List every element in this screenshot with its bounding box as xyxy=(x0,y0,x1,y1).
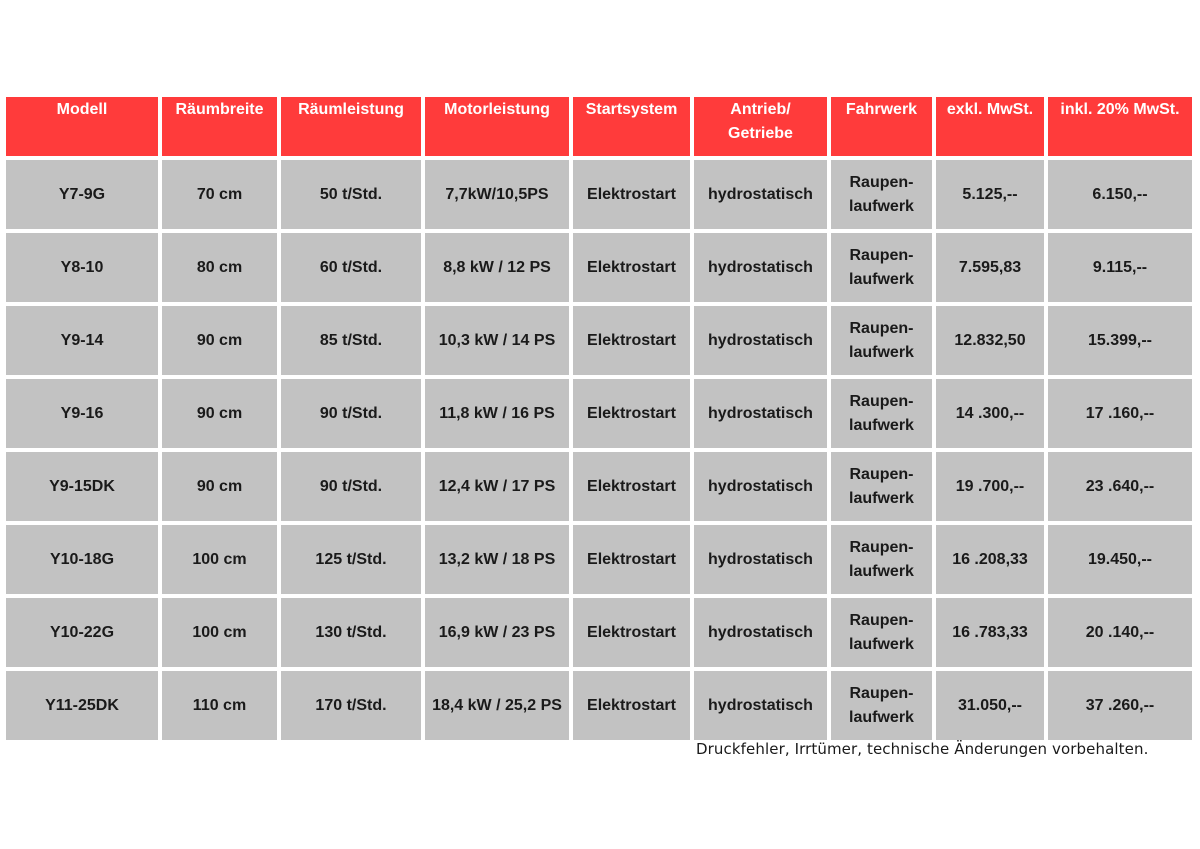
cell-col-exkl-mwst: 16 .208,33 xyxy=(936,525,1044,594)
cell-col-raeumbreite: 100 cm xyxy=(162,525,277,594)
cell-col-exkl-mwst: 19 .700,-- xyxy=(936,452,1044,521)
cell-col-inkl-mwst: 19.450,-- xyxy=(1048,525,1192,594)
cell-col-antrieb: hydrostatisch xyxy=(694,160,827,229)
header-col-motorleistung: Motorleistung xyxy=(425,97,569,156)
cell-col-exkl-mwst: 14 .300,-- xyxy=(936,379,1044,448)
cell-col-exkl-mwst: 16 .783,33 xyxy=(936,598,1044,667)
cell-col-raeumleistung: 125 t/Std. xyxy=(281,525,421,594)
cell-col-startsystem: Elektrostart xyxy=(573,525,690,594)
cell-col-motorleistung: 11,8 kW / 16 PS xyxy=(425,379,569,448)
cell-col-motorleistung: 10,3 kW / 14 PS xyxy=(425,306,569,375)
cell-col-fahrwerk: Raupen- laufwerk xyxy=(831,525,932,594)
cell-col-startsystem: Elektrostart xyxy=(573,671,690,740)
table-row xyxy=(6,306,1192,375)
table-row xyxy=(6,160,1192,229)
cell-col-motorleistung: 8,8 kW / 12 PS xyxy=(425,233,569,302)
cell-col-fahrwerk: Raupen- laufwerk xyxy=(831,160,932,229)
cell-col-modell: Y11-25DK xyxy=(6,671,158,740)
cell-col-raeumleistung: 90 t/Std. xyxy=(281,452,421,521)
cell-col-startsystem: Elektrostart xyxy=(573,379,690,448)
header-col-antrieb: Antrieb/ Getriebe xyxy=(694,97,827,156)
cell-col-exkl-mwst: 5.125,-- xyxy=(936,160,1044,229)
cell-col-fahrwerk: Raupen- laufwerk xyxy=(831,379,932,448)
cell-col-raeumleistung: 130 t/Std. xyxy=(281,598,421,667)
header-col-inkl-mwst: inkl. 20% MwSt. xyxy=(1048,97,1192,156)
cell-col-raeumleistung: 60 t/Std. xyxy=(281,233,421,302)
cell-col-fahrwerk: Raupen- laufwerk xyxy=(831,233,932,302)
table-row xyxy=(6,598,1192,667)
cell-col-raeumleistung: 90 t/Std. xyxy=(281,379,421,448)
cell-col-raeumbreite: 100 cm xyxy=(162,598,277,667)
cell-col-raeumbreite: 90 cm xyxy=(162,452,277,521)
cell-col-modell: Y10-18G xyxy=(6,525,158,594)
cell-col-startsystem: Elektrostart xyxy=(573,598,690,667)
cell-col-fahrwerk: Raupen- laufwerk xyxy=(831,598,932,667)
cell-col-antrieb: hydrostatisch xyxy=(694,233,827,302)
cell-col-modell: Y9-14 xyxy=(6,306,158,375)
header-col-fahrwerk: Fahrwerk xyxy=(831,97,932,156)
cell-col-raeumbreite: 90 cm xyxy=(162,306,277,375)
cell-col-raeumbreite: 110 cm xyxy=(162,671,277,740)
cell-col-antrieb: hydrostatisch xyxy=(694,452,827,521)
cell-col-inkl-mwst: 6.150,-- xyxy=(1048,160,1192,229)
cell-col-raeumleistung: 50 t/Std. xyxy=(281,160,421,229)
cell-col-startsystem: Elektrostart xyxy=(573,160,690,229)
table-body xyxy=(6,160,1192,740)
cell-col-modell: Y9-15DK xyxy=(6,452,158,521)
cell-col-inkl-mwst: 23 .640,-- xyxy=(1048,452,1192,521)
cell-col-raeumbreite: 90 cm xyxy=(162,379,277,448)
cell-col-fahrwerk: Raupen- laufwerk xyxy=(831,452,932,521)
cell-col-motorleistung: 16,9 kW / 23 PS xyxy=(425,598,569,667)
header-col-startsystem: Startsystem xyxy=(573,97,690,156)
cell-col-antrieb: hydrostatisch xyxy=(694,306,827,375)
table-row xyxy=(6,452,1192,521)
cell-col-antrieb: hydrostatisch xyxy=(694,671,827,740)
cell-col-raeumbreite: 80 cm xyxy=(162,233,277,302)
price-table-wrapper xyxy=(2,93,1196,744)
cell-col-raeumleistung: 170 t/Std. xyxy=(281,671,421,740)
header-col-modell: Modell xyxy=(6,97,158,156)
cell-col-motorleistung: 13,2 kW / 18 PS xyxy=(425,525,569,594)
cell-col-inkl-mwst: 37 .260,-- xyxy=(1048,671,1192,740)
cell-col-raeumleistung: 85 t/Std. xyxy=(281,306,421,375)
cell-col-inkl-mwst: 17 .160,-- xyxy=(1048,379,1192,448)
cell-col-inkl-mwst: 20 .140,-- xyxy=(1048,598,1192,667)
cell-col-startsystem: Elektrostart xyxy=(573,233,690,302)
cell-col-motorleistung: 7,7kW/10,5PS xyxy=(425,160,569,229)
header-col-raeumbreite: Räumbreite xyxy=(162,97,277,156)
cell-col-startsystem: Elektrostart xyxy=(573,306,690,375)
cell-col-exkl-mwst: 12.832,50 xyxy=(936,306,1044,375)
cell-col-exkl-mwst: 7.595,83 xyxy=(936,233,1044,302)
table-header-row xyxy=(6,97,1192,156)
header-col-exkl-mwst: exkl. MwSt. xyxy=(936,97,1044,156)
cell-col-exkl-mwst: 31.050,-- xyxy=(936,671,1044,740)
disclaimer-text: Druckfehler, Irrtümer, technische Änderungen vorbehalten. xyxy=(696,740,1149,758)
table-row xyxy=(6,525,1192,594)
table-row xyxy=(6,233,1192,302)
table-row xyxy=(6,379,1192,448)
cell-col-modell: Y8-10 xyxy=(6,233,158,302)
cell-col-antrieb: hydrostatisch xyxy=(694,525,827,594)
cell-col-fahrwerk: Raupen- laufwerk xyxy=(831,306,932,375)
cell-col-antrieb: hydrostatisch xyxy=(694,598,827,667)
cell-col-inkl-mwst: 15.399,-- xyxy=(1048,306,1192,375)
header-col-raeumleistung: Räumleistung xyxy=(281,97,421,156)
cell-col-modell: Y7-9G xyxy=(6,160,158,229)
table-row xyxy=(6,671,1192,740)
cell-col-motorleistung: 12,4 kW / 17 PS xyxy=(425,452,569,521)
cell-col-antrieb: hydrostatisch xyxy=(694,379,827,448)
price-table xyxy=(2,93,1196,744)
cell-col-motorleistung: 18,4 kW / 25,2 PS xyxy=(425,671,569,740)
cell-col-modell: Y10-22G xyxy=(6,598,158,667)
cell-col-raeumbreite: 70 cm xyxy=(162,160,277,229)
cell-col-modell: Y9-16 xyxy=(6,379,158,448)
cell-col-inkl-mwst: 9.115,-- xyxy=(1048,233,1192,302)
cell-col-fahrwerk: Raupen- laufwerk xyxy=(831,671,932,740)
cell-col-startsystem: Elektrostart xyxy=(573,452,690,521)
